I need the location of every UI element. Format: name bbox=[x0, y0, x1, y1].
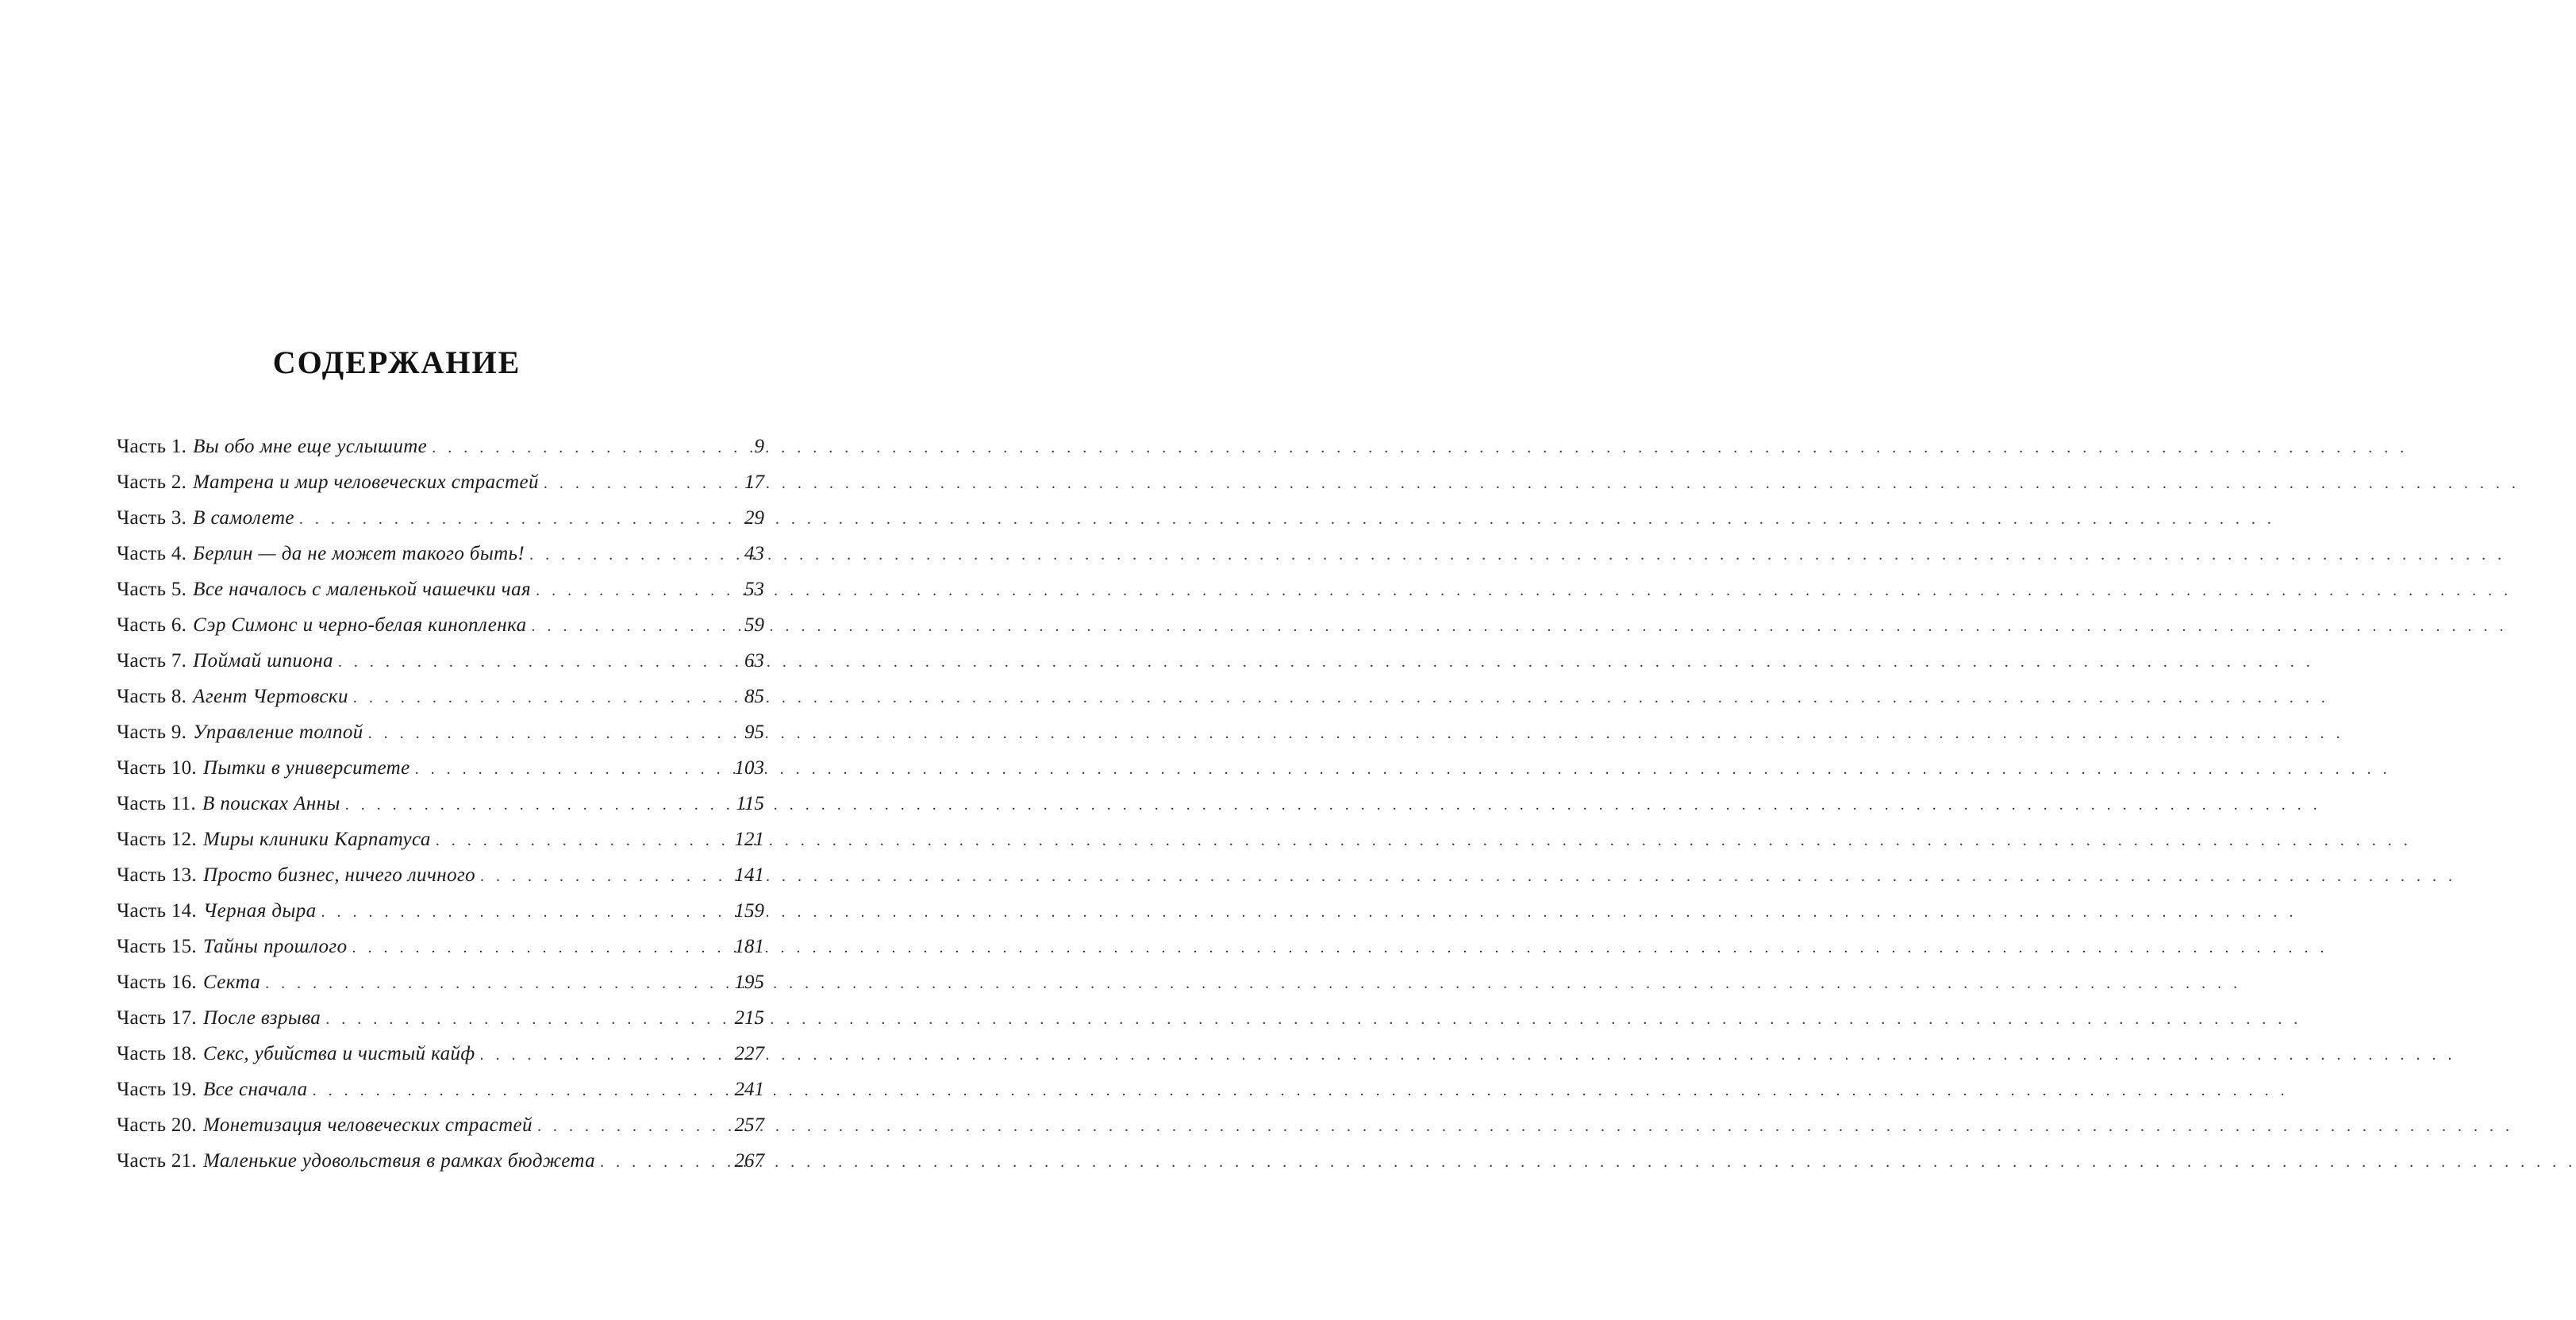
toc-entry bbox=[117, 1000, 764, 1036]
part-label: Часть 20. bbox=[117, 1114, 197, 1136]
toc-entry bbox=[117, 429, 764, 464]
page-number: 257 bbox=[734, 1114, 764, 1136]
dot-leader bbox=[529, 537, 737, 573]
part-title: В поисках Анны bbox=[202, 793, 340, 814]
part-label: Часть 17. bbox=[117, 1007, 197, 1029]
page-number: 29 bbox=[744, 507, 764, 529]
part-label: Часть 9. bbox=[117, 722, 187, 743]
part-title: Миры клиники Карпатуса bbox=[202, 829, 431, 850]
part-title: Поймай шпиона bbox=[193, 650, 333, 672]
page-number: 195 bbox=[734, 972, 764, 993]
toc-entry bbox=[117, 1107, 764, 1143]
page-number: 241 bbox=[734, 1079, 764, 1100]
toc-entry bbox=[117, 607, 764, 643]
part-title: Вы обо мне еще услышите bbox=[193, 436, 428, 457]
toc-entry bbox=[117, 929, 764, 964]
page-number: 17 bbox=[744, 471, 764, 493]
dot-leader bbox=[299, 502, 737, 537]
part-title: Сэр Симонс и черно-белая кинопленка bbox=[193, 614, 527, 636]
part-title: Просто бизнес, ничего личного bbox=[202, 864, 476, 886]
part-title: Берлин — да не может такого быть! bbox=[193, 543, 525, 564]
part-label: Часть 18. bbox=[117, 1043, 197, 1064]
part-title: После взрыва bbox=[202, 1007, 321, 1029]
page-number: 103 bbox=[734, 757, 764, 779]
dot-leader bbox=[352, 930, 729, 966]
part-title: Тайны прошлого bbox=[202, 936, 348, 957]
page-number: 141 bbox=[734, 864, 764, 886]
dot-leader bbox=[436, 823, 730, 859]
part-label: Часть 1. bbox=[117, 436, 187, 457]
part-label: Часть 13. bbox=[117, 864, 197, 886]
dot-leader bbox=[313, 1073, 730, 1109]
page-number: 115 bbox=[736, 793, 764, 814]
book-page bbox=[0, 0, 794, 1320]
dot-leader bbox=[531, 609, 737, 645]
part-title: В самолете bbox=[193, 507, 294, 529]
part-title: Управление толпой bbox=[193, 722, 363, 743]
part-title: Матрена и мир человеческих страстей bbox=[193, 471, 539, 493]
toc-entry bbox=[117, 1143, 764, 1179]
part-title: Агент Чертовски bbox=[193, 686, 348, 707]
part-title: Секс, убийства и чистый кайф bbox=[202, 1043, 475, 1064]
part-label: Часть 16. bbox=[117, 972, 197, 993]
dot-leader bbox=[353, 680, 737, 716]
dot-leader bbox=[480, 859, 729, 895]
part-title: Монетизация человеческих страстей bbox=[202, 1114, 533, 1136]
part-label: Часть 8. bbox=[117, 686, 187, 707]
toc-entry bbox=[117, 786, 764, 822]
page-number: 215 bbox=[734, 1007, 764, 1029]
page-number: 59 bbox=[744, 614, 764, 636]
page-number: 181 bbox=[734, 936, 764, 957]
part-label: Часть 15. bbox=[117, 936, 197, 957]
page-number: 9 bbox=[754, 436, 764, 457]
dot-leader bbox=[415, 752, 730, 787]
toc-entry bbox=[117, 714, 764, 750]
part-label: Часть 10. bbox=[117, 757, 197, 779]
toc-entry bbox=[117, 500, 764, 536]
part-label: Часть 11. bbox=[117, 793, 197, 814]
toc-entry bbox=[117, 750, 764, 786]
toc-entry bbox=[117, 679, 764, 714]
part-label: Часть 7. bbox=[117, 650, 187, 672]
page-number: 227 bbox=[734, 1043, 764, 1064]
toc-entry bbox=[117, 536, 764, 571]
dot-leader bbox=[338, 645, 737, 680]
page-number: 63 bbox=[744, 650, 764, 672]
toc-entry bbox=[117, 964, 764, 1000]
page-number: 95 bbox=[744, 722, 764, 743]
toc-entry bbox=[117, 857, 764, 893]
toc-entry bbox=[117, 893, 764, 929]
part-title: Все началось с маленькой чашечки чая bbox=[193, 579, 532, 600]
page-number: 85 bbox=[744, 686, 764, 707]
toc-list bbox=[117, 429, 764, 1179]
toc-entry bbox=[117, 643, 764, 679]
toc-entry bbox=[117, 1072, 764, 1107]
part-label: Часть 4. bbox=[117, 543, 187, 564]
dot-leader bbox=[544, 466, 737, 502]
dot-leader bbox=[600, 1145, 729, 1180]
toc-entry bbox=[117, 822, 764, 857]
page-number: 121 bbox=[734, 829, 764, 850]
dot-leader bbox=[265, 966, 729, 1002]
dot-leader bbox=[325, 1002, 729, 1037]
part-label: Часть 14. bbox=[117, 900, 197, 922]
page-number: 53 bbox=[744, 579, 764, 600]
dot-leader bbox=[321, 895, 730, 930]
page-number: 159 bbox=[734, 900, 764, 922]
part-label: Часть 19. bbox=[117, 1079, 197, 1100]
toc-entry bbox=[117, 464, 764, 500]
dot-leader bbox=[536, 573, 737, 609]
part-label: Часть 5. bbox=[117, 579, 187, 600]
part-label: Часть 3. bbox=[117, 507, 187, 529]
page-number: 43 bbox=[744, 543, 764, 564]
dot-leader bbox=[345, 787, 732, 823]
toc-heading: СОДЕРЖАНИЕ bbox=[272, 344, 521, 380]
dot-leader bbox=[480, 1037, 730, 1073]
part-title: Все сначала bbox=[202, 1079, 308, 1100]
toc-entry bbox=[117, 571, 764, 607]
part-label: Часть 12. bbox=[117, 829, 197, 850]
part-label: Часть 2. bbox=[117, 471, 187, 493]
part-title: Секта bbox=[202, 972, 261, 993]
part-label: Часть 6. bbox=[117, 614, 187, 636]
toc-entry bbox=[117, 1036, 764, 1072]
part-title: Черная дыра bbox=[202, 900, 317, 922]
part-title: Пытки в университете bbox=[202, 757, 410, 779]
page-number: 267 bbox=[734, 1150, 764, 1172]
dot-leader bbox=[368, 716, 737, 752]
dot-leader bbox=[537, 1109, 730, 1145]
dot-leader bbox=[432, 430, 737, 466]
part-label: Часть 21. bbox=[117, 1150, 197, 1172]
part-title: Маленькие удовольствия в рамках бюджета bbox=[202, 1150, 596, 1172]
